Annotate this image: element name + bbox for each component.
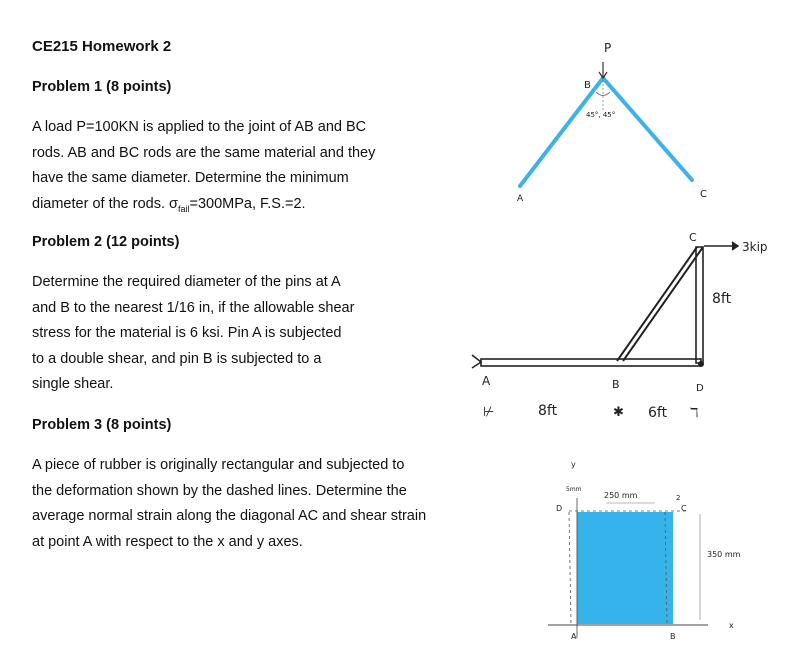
dashed-left-edge xyxy=(569,512,571,624)
problem-2-line-3: stress for the material is 6 ksi. Pin A is subjected xyxy=(32,325,342,341)
document-title: CE215 Homework 2 xyxy=(32,38,172,55)
label-p: P xyxy=(604,41,612,55)
problem-2-heading: Problem 2 (12 points) xyxy=(32,234,180,250)
label-d-problem2: D xyxy=(696,383,704,394)
label-a-problem1: A xyxy=(517,194,524,204)
label-b-problem2: B xyxy=(612,378,620,391)
span-bd-label: 6ft xyxy=(648,405,668,421)
problem-1-line-4-before: diameter of the rods. σ xyxy=(32,195,178,212)
label-c-problem3: C xyxy=(681,504,687,513)
sigma-subscript: fail xyxy=(177,203,190,214)
problem-2-line-5: single shear. xyxy=(32,376,114,392)
label-d-problem3: D xyxy=(556,504,563,513)
problem-2-line-2: and B to the nearest 1/16 in, if the allowable shear xyxy=(32,299,355,316)
problem-3-line-4: at point A with respect to the x and y axes. xyxy=(32,533,303,550)
label-b-problem3: B xyxy=(670,632,676,641)
problem-1-line-2: rods. AB and BC rods are the same material and they xyxy=(32,144,376,161)
angle-label: 45°, 45° xyxy=(586,111,616,119)
span-ab-label: 8ft xyxy=(538,403,558,419)
dim-tick-left: ⊬ xyxy=(483,405,495,420)
axis-x-label: x xyxy=(729,621,734,630)
problem-1-line-4-after: =300MPa, F.S.=2. xyxy=(189,195,306,212)
label-a-problem3: A xyxy=(571,632,577,641)
problem-3-heading: Problem 3 (8 points) xyxy=(32,417,172,433)
problem-1-line-1: A load P=100KN is applied to the joint of AB and BC xyxy=(32,119,367,135)
problem-1-line-3: have the same diameter. Determine the minimum xyxy=(32,170,349,186)
problem-1-heading: Problem 1 (8 points) xyxy=(32,79,172,95)
height-label: 8ft xyxy=(712,291,732,307)
problem-2-line-4: to a double shear, and pin B is subjected to a xyxy=(32,350,322,367)
dim-tick-mid: ✱ xyxy=(613,405,624,420)
label-b-problem1: B xyxy=(584,80,591,91)
label-c-problem1: C xyxy=(700,189,707,200)
small-dim-left: 5mm xyxy=(566,486,582,493)
problem-3-line-2: the deformation shown by the dashed lines. Determine the xyxy=(32,482,407,499)
axis-y-label: y xyxy=(571,460,576,469)
load-label: 3kip xyxy=(742,240,768,254)
problem-3-line-3: average normal strain along the diagonal AC and shear strain xyxy=(32,508,427,524)
rubber-block xyxy=(577,512,673,624)
problem-2-line-1: Determine the required diameter of the pins at A xyxy=(32,274,341,290)
label-a-problem2: A xyxy=(482,374,491,388)
height-label-problem3: 350 mm xyxy=(707,550,741,559)
dim-tick-right: ℸ xyxy=(690,406,699,421)
problem-3-line-1: A piece of rubber is originally rectangular and subjected to xyxy=(32,457,405,473)
small-dim-right: 2 xyxy=(676,494,681,502)
width-label: 250 mm xyxy=(604,491,638,500)
label-c-problem2: C xyxy=(689,231,697,244)
